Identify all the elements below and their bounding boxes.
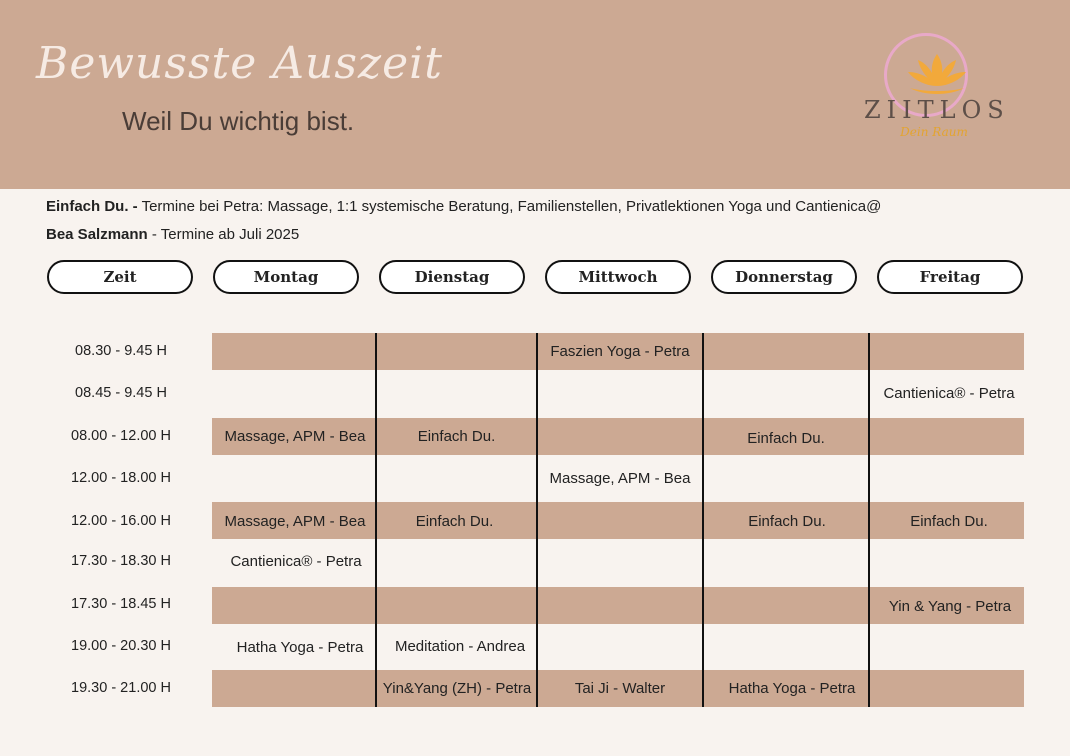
time-cell: 19.00 - 20.30 H xyxy=(71,638,171,654)
info-line1-text: Termine bei Petra: Massage, 1:1 systemische Beratung, Familienstellen, Privatlektionen Yoga und Cantienica@ xyxy=(137,198,882,215)
schedule-cell-tue: Einfach Du. xyxy=(415,513,494,530)
schedule-cell-thu: Einfach Du. xyxy=(747,430,825,447)
time-cell: 08.00 - 12.00 H xyxy=(71,428,171,444)
script-title: Bewusste Auszeit xyxy=(36,38,443,89)
header-pill-donnerstag: Donnerstag xyxy=(711,260,857,294)
time-cell: 12.00 - 18.00 H xyxy=(71,470,171,486)
time-cell: 08.45 - 9.45 H xyxy=(75,385,167,401)
header-pill-zeit: Zeit xyxy=(47,260,193,294)
info-line-einfach-du xyxy=(46,198,881,215)
schedule-cell-mon: Cantienica® - Petra xyxy=(230,553,362,570)
info-line2-bold: Bea Salzmann xyxy=(46,226,148,243)
logo-text: ZIITLOS xyxy=(864,96,1010,124)
schedule-cell-wed: Tai Ji - Walter xyxy=(574,680,666,697)
schedule-cell-tue: Yin&Yang (ZH) - Petra xyxy=(382,680,532,697)
header-pill-dienstag: Dienstag xyxy=(379,260,525,294)
logo-subtext: Dein Raum xyxy=(900,125,968,139)
schedule-cell-fri: Yin & Yang - Petra xyxy=(888,598,1012,615)
time-cell: 17.30 - 18.45 H xyxy=(71,596,171,612)
schedule-cell-mon: Hatha Yoga - Petra xyxy=(236,639,364,656)
schedule-cell-fri: Einfach Du. xyxy=(910,513,988,530)
time-cell: 19.30 - 21.00 H xyxy=(71,680,171,696)
schedule-cell-thu: Hatha Yoga - Petra xyxy=(728,680,856,697)
time-cell: 17.30 - 18.30 H xyxy=(71,553,171,569)
subtitle: Weil Du wichtig bist. xyxy=(122,106,355,136)
lotus-icon xyxy=(900,52,974,96)
info-line-bea xyxy=(46,226,299,243)
schedule-cell-tue: Meditation - Andrea xyxy=(394,638,526,655)
header-pill-montag: Montag xyxy=(213,260,359,294)
info-line2-text: - Termine ab Juli 2025 xyxy=(147,226,300,243)
schedule-cell-wed: Faszien Yoga - Petra xyxy=(550,343,690,360)
schedule-cell-tue: Einfach Du. xyxy=(417,428,496,445)
schedule-cell-fri: Cantienica® - Petra xyxy=(883,385,1015,402)
time-cell: 12.00 - 16.00 H xyxy=(71,513,171,529)
time-cell: 08.30 - 9.45 H xyxy=(75,343,167,359)
info-line1-bold: Einfach Du. - xyxy=(46,198,138,215)
schedule-cell-mon: Massage, APM - Bea xyxy=(224,513,366,530)
logo xyxy=(864,30,1010,145)
header-banner xyxy=(0,0,1070,189)
header-pill-freitag: Freitag xyxy=(877,260,1023,294)
schedule-cell-mon: Massage, APM - Bea xyxy=(224,428,366,445)
header-pill-mittwoch: Mittwoch xyxy=(545,260,691,294)
schedule-cell-thu: Einfach Du. xyxy=(748,513,826,530)
schedule-cell-wed: Massage, APM - Bea xyxy=(549,470,691,487)
